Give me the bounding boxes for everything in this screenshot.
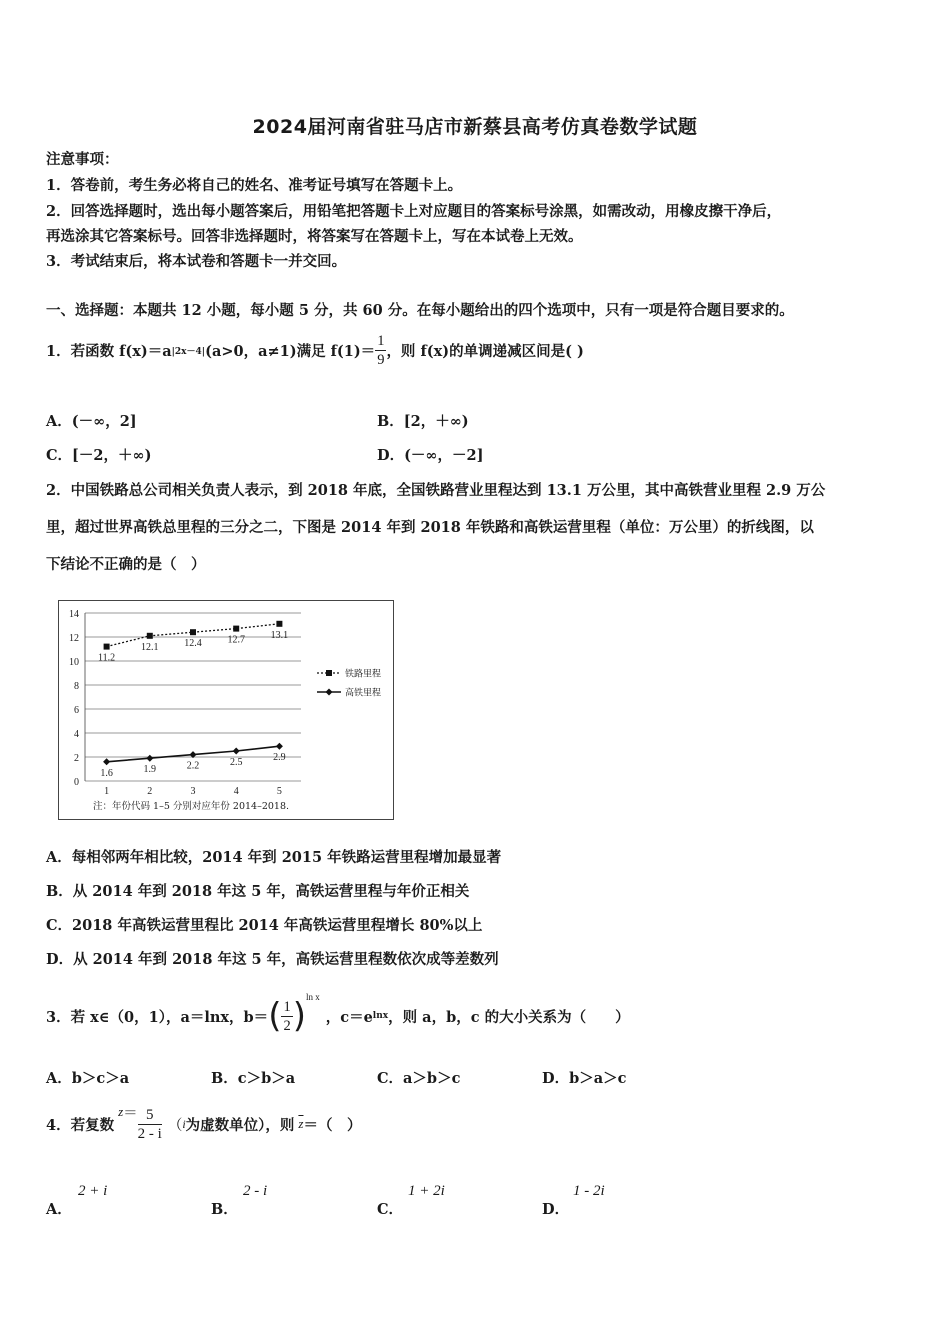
data-point-diamond: [233, 748, 240, 755]
q3-fraction: [281, 998, 292, 1035]
y-tick-label: 0: [74, 777, 79, 788]
railway-line-chart: [58, 600, 394, 820]
q2-line: 里，超过世界高铁总里程的三分之二，下图是 2014 年到 2018 年铁路和高铁运营里程（单位：万公里）的折线图，以: [46, 519, 814, 536]
q4-option-c-value[interactable]: 1 + 2i: [408, 1183, 445, 1199]
q2-option-d[interactable]: D．从 2014 年到 2018 年这 5 年，高铁运营里程数依次成等差数列: [46, 951, 499, 968]
data-label: 11.2: [98, 652, 116, 664]
question-4: [46, 1100, 361, 1148]
x-tick-label: 4: [233, 786, 239, 797]
y-tick-label: 4: [74, 729, 79, 740]
y-tick-label: 8: [74, 681, 79, 692]
q1-option-c[interactable]: C．[－2，＋∞): [46, 447, 152, 464]
x-tick-label: 2: [147, 786, 153, 797]
q4-option-d-value[interactable]: 1 - 2i: [573, 1183, 605, 1199]
data-point-square: [147, 633, 153, 639]
q4-eq: ＝: [123, 1105, 138, 1122]
q3-c-exponent: lnx: [372, 1011, 389, 1021]
data-point-diamond: [146, 755, 153, 762]
y-tick-label: 12: [69, 633, 79, 644]
q4-option-d-letter[interactable]: D．: [542, 1201, 570, 1218]
q1-fraction: [375, 332, 386, 369]
q4-after: ＝（ ）: [303, 1116, 362, 1134]
x-tick-label: 3: [190, 786, 196, 797]
q1-exponent: |2x－4|: [171, 346, 206, 357]
data-point-square: [190, 629, 196, 635]
data-label: 2.5: [229, 757, 243, 768]
data-point-diamond: [276, 743, 283, 750]
q2-option-c[interactable]: C．2018 年高铁运营里程比 2014 年高铁运营里程增长 80%以上: [46, 917, 483, 934]
q4-z: z: [118, 1104, 124, 1119]
chart-note: 注：年份代码 1–5 分别对应年份 2014–2018.: [93, 801, 290, 812]
data-label: 1.9: [143, 764, 157, 776]
q4-option-b-value[interactable]: 2 - i: [243, 1183, 268, 1199]
legend-marker: [326, 670, 332, 676]
y-tick-label: 14: [69, 609, 79, 620]
data-point-square: [233, 626, 239, 632]
data-label: 2.9: [273, 752, 286, 764]
data-point-diamond: [103, 758, 110, 765]
q4-prefix: 4．若复数: [46, 1116, 115, 1134]
q4-zbar: $\overline{z}$: [298, 1116, 304, 1131]
data-point-square: [104, 644, 110, 650]
section-heading: 一、选择题：本题共 12 小题，每小题 5 分，共 60 分。在每小题给出的四个选项中，只有一项是符合题目要求的。: [46, 302, 794, 319]
notice-heading: 注意事项：: [46, 151, 119, 168]
q3-mid: ，c＝e: [325, 1008, 373, 1026]
notice-item: 1．答卷前，考生务必将自己的姓名、准考证号填写在答题卡上。: [46, 177, 463, 194]
q4-fraction: [138, 1106, 162, 1143]
q4-paren-open: （: [167, 1117, 183, 1134]
q2-option-b[interactable]: B．从 2014 年到 2018 年这 5 年，高铁运营里程与年价正相关: [46, 883, 470, 900]
notice-item: 3．考试结束后，将本试卷和答题卡一并交回。: [46, 253, 347, 270]
data-label: 12.1: [141, 641, 159, 653]
data-point-square: [276, 621, 282, 627]
notice-item: 2．回答选择题时，选出每小题答案后，用铅笔把答题卡上对应题目的答案标号涂黑，如需改动，用橡皮擦干净后，: [46, 203, 782, 220]
y-tick-label: 2: [74, 753, 79, 764]
q4-i: i: [182, 1116, 186, 1131]
y-tick-label: 10: [69, 657, 79, 668]
notice-item: 再选涂其它答案标号。回答非选择题时，将答案写在答题卡上，写在本试卷上无效。: [46, 228, 583, 245]
q3-suffix: ，则 a，b，c 的大小关系为（ ）: [388, 1008, 630, 1026]
page-title: 2024届河南省驻马店市新蔡县高考仿真卷数学试题: [252, 116, 698, 138]
data-label: 1.6: [100, 767, 113, 779]
q2-option-a[interactable]: A．每相邻两年相比较，2014 年到 2015 年铁路运营里程增加最显著: [46, 849, 502, 866]
q3-option-d[interactable]: D．b＞a＞c: [542, 1070, 627, 1087]
chart-svg: [59, 601, 393, 819]
legend-marker: [326, 689, 333, 696]
q3-option-b[interactable]: B．c＞b＞a: [211, 1070, 296, 1087]
q4-option-b-letter[interactable]: B．: [211, 1201, 238, 1218]
question-1: [46, 328, 584, 372]
left-paren: (: [268, 996, 282, 1036]
q4-frac-den: 2 - i: [137, 1125, 162, 1142]
right-paren: ): [292, 996, 306, 1036]
q3-option-a[interactable]: A．b＞c＞a: [46, 1070, 130, 1087]
q1-option-a[interactable]: A．(－∞，2]: [46, 413, 137, 430]
q1-suffix: ，则 f(x)的单调递减区间是( ): [386, 342, 584, 360]
q4-frac-num: 5: [138, 1106, 162, 1125]
q1-frac-den: 9: [377, 351, 385, 368]
x-tick-label: 1: [104, 786, 110, 797]
legend-label: 高铁里程: [345, 688, 382, 699]
q1-option-d[interactable]: D．(－∞，－2]: [377, 447, 484, 464]
q2-line: 下结论不正确的是（ ）: [46, 556, 206, 573]
x-tick-label: 5: [276, 786, 282, 797]
q1-option-b[interactable]: B．[2，＋∞): [377, 413, 469, 430]
data-label: 2.2: [186, 760, 200, 772]
data-label: 12.4: [184, 638, 202, 650]
data-label: 12.7: [227, 634, 245, 646]
q1-prefix: 1．若函数 f(x)＝a: [46, 342, 172, 360]
q4-option-a-letter[interactable]: A．: [46, 1201, 72, 1218]
q4-option-a-value[interactable]: 2 + i: [78, 1183, 108, 1199]
legend-label: 铁路里程: [345, 669, 382, 680]
q3-b-exponent: ln x: [305, 992, 320, 1002]
q1-middle: (a>0，a≠1)满足 f(1)＝: [205, 342, 376, 360]
question-3: [46, 990, 630, 1042]
q3-frac-den: 2: [283, 1017, 291, 1034]
q4-paren-text: 为虚数单位），则: [185, 1116, 295, 1134]
q3-prefix: 3．若 x∈（0，1），a＝lnx，b＝: [46, 1008, 269, 1026]
q2-line: 2．中国铁路总公司相关负责人表示，到 2018 年底，全国铁路营业里程达到 13.1 万公里，其中高铁营业里程 2.9 万公: [46, 482, 826, 499]
q3-option-c[interactable]: C．a＞b＞c: [377, 1070, 461, 1087]
q4-option-c-letter[interactable]: C．: [377, 1201, 404, 1218]
y-tick-label: 6: [74, 705, 79, 716]
q1-frac-num: 1: [377, 332, 385, 349]
q3-frac-num: 1: [283, 998, 291, 1015]
data-label: 13.1: [270, 629, 289, 641]
